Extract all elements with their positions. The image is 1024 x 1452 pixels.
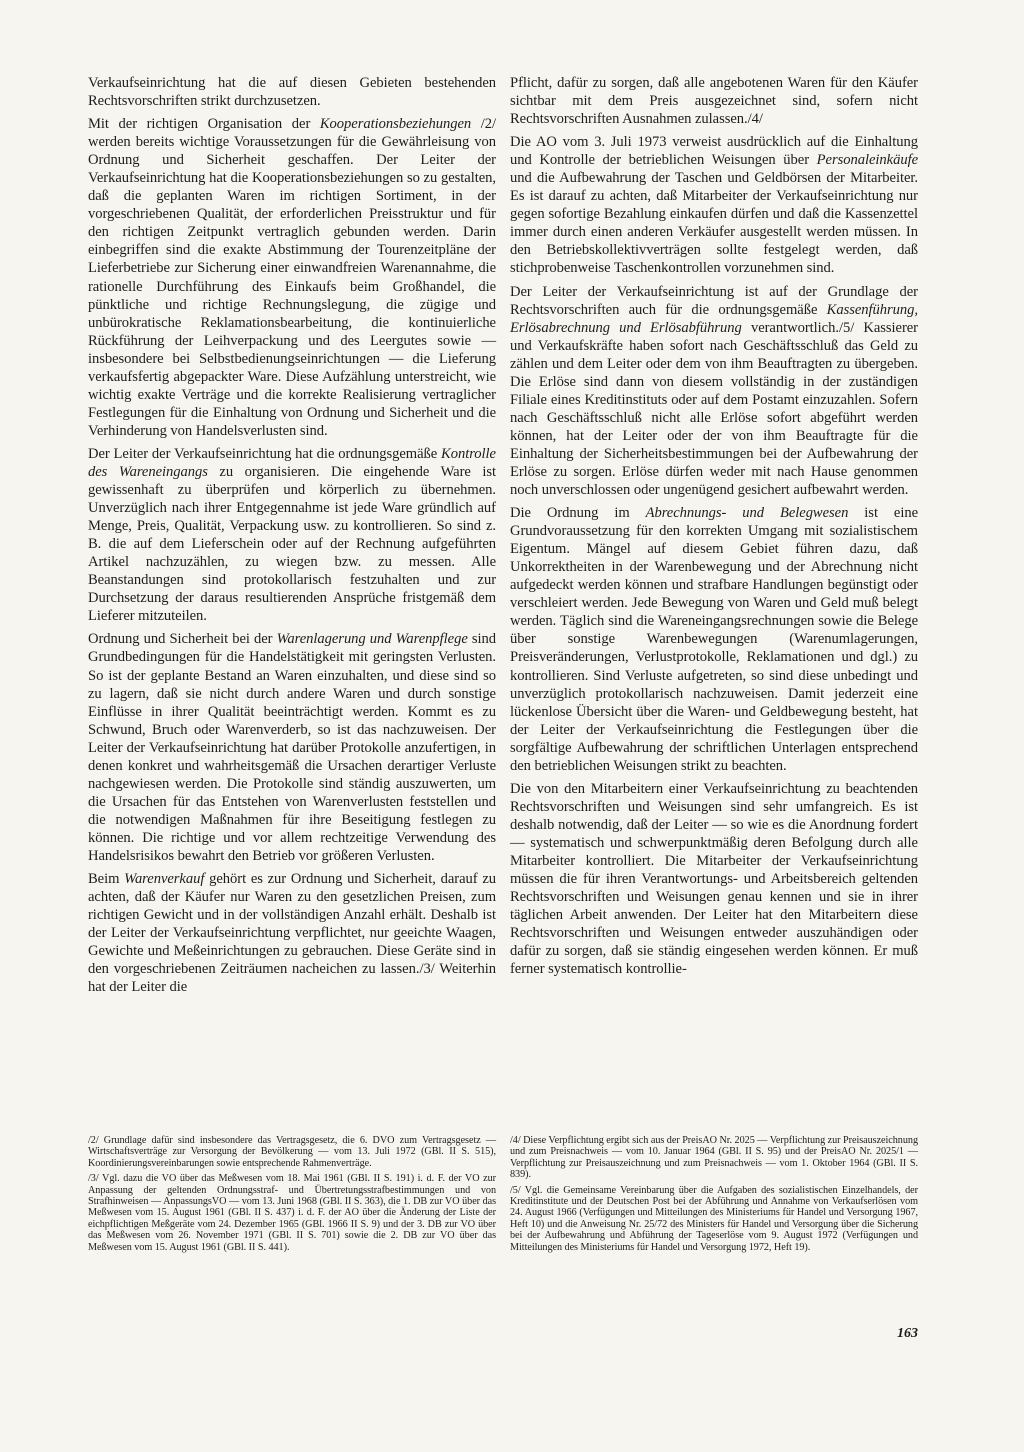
paragraph-rechtsvorschriften: Die von den Mitarbeitern einer Verkaufseinrichtung zu beachtenden Rechtsvorschriften und Weisungen sind sehr umfangreich. Es ist deshalb notwendig, daß der Leiter — so wie es die Anordnung fordert — systematisch und schwerpunktmäßig deren Befolgung durch alle Mitarbeiter kontrolliert. Die Mitarbeiter der Verkaufseinrichtung müssen die für ihren Verantwortungs- und Arbeitsbereich geltenden Rechtsvorschriften und Weisungen genau kennen und sie in ihrer täglichen Arbeit anwenden. Der Leiter hat den Mitarbeitern diese Rechtsvorschriften und Weisungen entweder auszuhändigen oder dafür zu sorgen, daß sie ständig eingesehen werden können. Er muß ferner systematisch kontrollie- <box>510 780 918 978</box>
paragraph-warenlagerung: Ordnung und Sicherheit bei der Warenlagerung und Warenpflege sind Grundbedingungen für die Handelstätigkeit mit geringsten Verlusten. So ist der geplante Bestand an Waren einzuhalten, und diese sind so zu lagern, daß sie nicht durch andere Waren und durch sonstige Einflüsse in ihrer Qualität beeinträchtigt werden. Kommt es zu Schwund, Bruch oder Warenverderb, so ist das nachzuweisen. Der Leiter der Verkaufseinrichtung hat darüber Protokolle anzufertigen, in denen konkret und wahrheitsgemäß die Ursachen derartiger Verluste nachgewiesen werden. Die Protokolle sind ständig auszuwerten, um die Ursachen für das Entstehen von Warenverlusten feststellen und die notwendigen Maßnahmen für ihre Beseitigung festlegen zu können. Die richtige und vor allem rechtzeitige Verwendung des Handelsrisikos bewahrt den Betrieb vor größeren Verlusten. <box>88 631 496 864</box>
page-number: 163 <box>897 1326 918 1341</box>
footnote-2: /2/ Grundlage dafür sind insbesondere das Vertragsgesetz, die 6. DVO zum Vertragsgesetz — Wirtschaftsverträge zur Versorgung der Bevölkerung — vom 13. Juli 1972 (GBl. II S. 515), Koordinierungsvereinbarungen sowie entsprechende Rahmenverträge. <box>88 1135 496 1169</box>
footnote-5: /5/ Vgl. die Gemeinsame Vereinbarung über die Aufgaben des sozialistischen Einzelhandels, der Kreditinstitute und der Deutschen Post bei der Abführung und Annahme von Verkaufserlösen vom 24. August 1966 (Verfügungen und Mitteilungen des Ministeriums für Handel und Versorgung 1967, Heft 10) und die Anweisung Nr. 25/72 des Ministers für Handel und Versorgung über die Sicherung bei der Aufbewahrung und Abführung der Tageserlöse vom 9. August 1972 (Verfügungen und Mitteilungen des Ministeriums für Handel und Versorgung 1972, Heft 19). <box>510 1184 918 1253</box>
paragraph-kassenfuehrung: Der Leiter der Verkaufseinrichtung ist auf der Grundlage der Rechtsvorschriften auch für die ordnungsgemäße Kassenführung, Erlösabrechnung und Erlösabführung verantwortlich./5/ Kassierer und Verkaufskräfte haben sofort nach Geschäftsschluß das Geld zu zählen und dem Leiter oder dem von ihm Beauftragten zu übergeben. Die Erlöse sind dann von diesem vollständig in der zuständigen Filiale eines Kreditinstituts oder auf dem Postamt einzuzahlen. Sofern nach Geschäftsschluß nicht alle Erlöse sofort abgeführt werden können, hat der Leiter oder der von ihm Beauftragte für die Einhaltung der Sicherheitsbestimmungen bei der Aufbewahrung der Erlöse zu sorgen. Erlöse dürfen weder mit nach Hause genommen noch unverschlossen oder ungenügend gesichert aufbewahrt werden. <box>510 283 918 499</box>
footnote-3: /3/ Vgl. dazu die VO über das Meßwesen vom 18. Mai 1961 (GBl. II S. 191) i. d. F. der VO zur Anpassung der geltenden Ordnungsstraf- und Übertretungsstrafbestimmungen und von Strafhinweisen — AnpassungsVO — vom 13. Juni 1968 (GBl. II S. 363), die 1. DB zur VO über das Meßwesen vom 15. August 1961 (GBl. II S. 437) i. d. F. der AO über die Änderung der Liste der eichpflichtigen Meßgeräte vom 24. Dezember 1965 (GBl. 1966 II S. 9) und der 3. DB zur VO über das Meßwesen vom 26. November 1971 (GBl. II S. 701) sowie die 2. DB zur VO über das Meßwesen vom 15. August 1961 (GBl. II S. 441). <box>88 1173 496 1253</box>
paragraph-intro-left: Verkaufseinrichtung hat die auf diesen Gebieten bestehenden Rechtsvorschriften strikt durchzusetzen. <box>88 75 496 110</box>
paragraph-kooperationsbeziehungen: Mit der richtigen Organisation der Kooperationsbeziehungen /2/ werden bereits wichtige Voraussetzungen für die Gewährleisung von Ordnung und Sicherheit geschaffen. Der Leiter der Verkaufseinrichtung hat die Kooperationsbeziehungen so zu gestalten, daß die geplanten Waren im richtigen Sortiment, in der vorgeschriebenen Qualität, der erforderlichen Preisstruktur und für den richtigen Zeitpunkt vertraglich gebunden werden. Darin einbegriffen sind die exakte Abstimmung der Tourenzeitpläne der Lieferbetriebe zur Sicherung einer einwandfreien Warenannahme, die rationelle Durchführung des Einkaufs beim Großhandel, die pünktliche und richtige Rechnungslegung, die zügige und unbürokratische Reklamationsbearbeitung, die kontinuierliche Rückführung der Leihverpackung und des Leergutes sowie — insbesondere bei Selbstbedienungseinrichtungen — die Lieferung verkaufsfertig abgepackter Ware. Diese Aufzählung unterstreicht, wie wichtig exakte Verträge und die korrekte Realisierung vertraglicher Festlegungen für die Einhaltung von Ordnung und Sicherheit und die Verhinderung von Handelsverlusten sind. <box>88 116 497 439</box>
footnotes-right <box>510 1135 918 1257</box>
footnotes-left <box>88 1135 496 1257</box>
paragraph-wareneingang: Der Leiter der Verkaufseinrichtung hat die ordnungsgemäße Kontrolle des Wareneingangs zu organisieren. Die eingehende Ware ist gewissenhaft zu überprüfen und körperlich zu übernehmen. Unverzüglich nach ihrer Entgegennahme ist jede Ware gründlich auf Menge, Preis, Qualität, Verpackung usw. zu kontrollieren. So sind z. B. die auf dem Lieferschein oder auf der Rechnung aufgeführten Artikel nachzuzählen, zu wiegen bzw. zu messen. Alle Beanstandungen sind protokollarisch festzuhalten und zur Durchsetzung der daraus resultierenden Ansprüche fristgemäß dem Lieferer mitzuteilen. <box>88 445 496 625</box>
paragraph-belegwesen: Die Ordnung im Abrechnungs- und Belegwesen ist eine Grundvoraussetzung für den korrekten Umgang mit sozialistischem Eigentum. Mängel auf diesem Gebiet führen dazu, daß Unkorrektheiten in der Warenbewegung und der Abrechnung nicht aufgedeckt werden können und strafbare Handlungen begünstigt oder verschleiert werden. Jede Bewegung von Waren und Geld muß belegt werden. Täglich sind die Wareneingangsrechnungen sowie die Belege über sonstige Warenbewegungen (Warenumlagerungen, Preisveränderungen, Verlustprotokolle, Reklamationen und dgl.) zu kontrollieren. Sind Verluste aufgetreten, so sind diese unbedingt und unverzüglich protokollarisch nachzuweisen. Damit jederzeit eine lückenlose Übersicht über die Waren- und Geldbewegung besteht, hat der Leiter der Verkaufseinrichtung die Festlegungen über die sorgfältige Aufbewahrung der schriftlichen Unterlagen entsprechend den betrieblichen Weisungen strikt zu beachten. <box>510 505 918 774</box>
right-column <box>510 74 918 983</box>
footnote-4: /4/ Diese Verpflichtung ergibt sich aus der PreisAO Nr. 2025 — Verpflichtung zur Preisauszeichnung und zum Preisnachweis — vom 10. Januar 1964 (GBl. II S. 95) und der PreisAO Nr. 2025/1 — Verpflichtung zur Preisauszeichnung und zum Preisnachweis — vom 1. Oktober 1964 (GBl. II S. 839). <box>510 1135 918 1181</box>
left-column <box>88 74 496 1001</box>
paragraph-personaleinkaeufe: Die AO vom 3. Juli 1973 verweist ausdrücklich auf die Einhaltung und Kontrolle der betrieblichen Weisungen über Personaleinkäufe und die Aufbewahrung der Taschen und Geldbörsen der Mitarbeiter. Es ist darauf zu achten, daß Mitarbeiter der Verkaufseinrichtung nur gegen sofortige Bezahlung einkaufen dürfen und daß die Kassenzettel immer durch einen anderen Verkäufer ausgestellt werden müssen. In den Betriebskollektivverträgen sollte festgelegt werden, daß stichprobenweise Taschenkontrollen vorzunehmen sind. <box>510 134 918 277</box>
paragraph-warenverkauf: Beim Warenverkauf gehört es zur Ordnung und Sicherheit, darauf zu achten, daß der Käufer nur Waren zu den gesetzlichen Preisen, zum richtigen Gewicht und in der vollständigen Anzahl erhält. Deshalb ist der Leiter der Verkaufseinrichtung verpflichtet, nur geeichte Waagen, Gewichte und Meßeinrichtungen zu gebrauchen. Diese Geräte sind in den vorgeschriebenen Zeiträumen nacheichen zu lassen./3/ Weiterhin hat der Leiter die <box>88 871 496 996</box>
paragraph-preisauszeichnung: Pflicht, dafür zu sorgen, daß alle angebotenen Waren für den Käufer sichtbar mit dem Preis ausgezeichnet sind, sofern nicht Rechtsvorschriften Ausnahmen zulassen./4/ <box>510 75 918 128</box>
